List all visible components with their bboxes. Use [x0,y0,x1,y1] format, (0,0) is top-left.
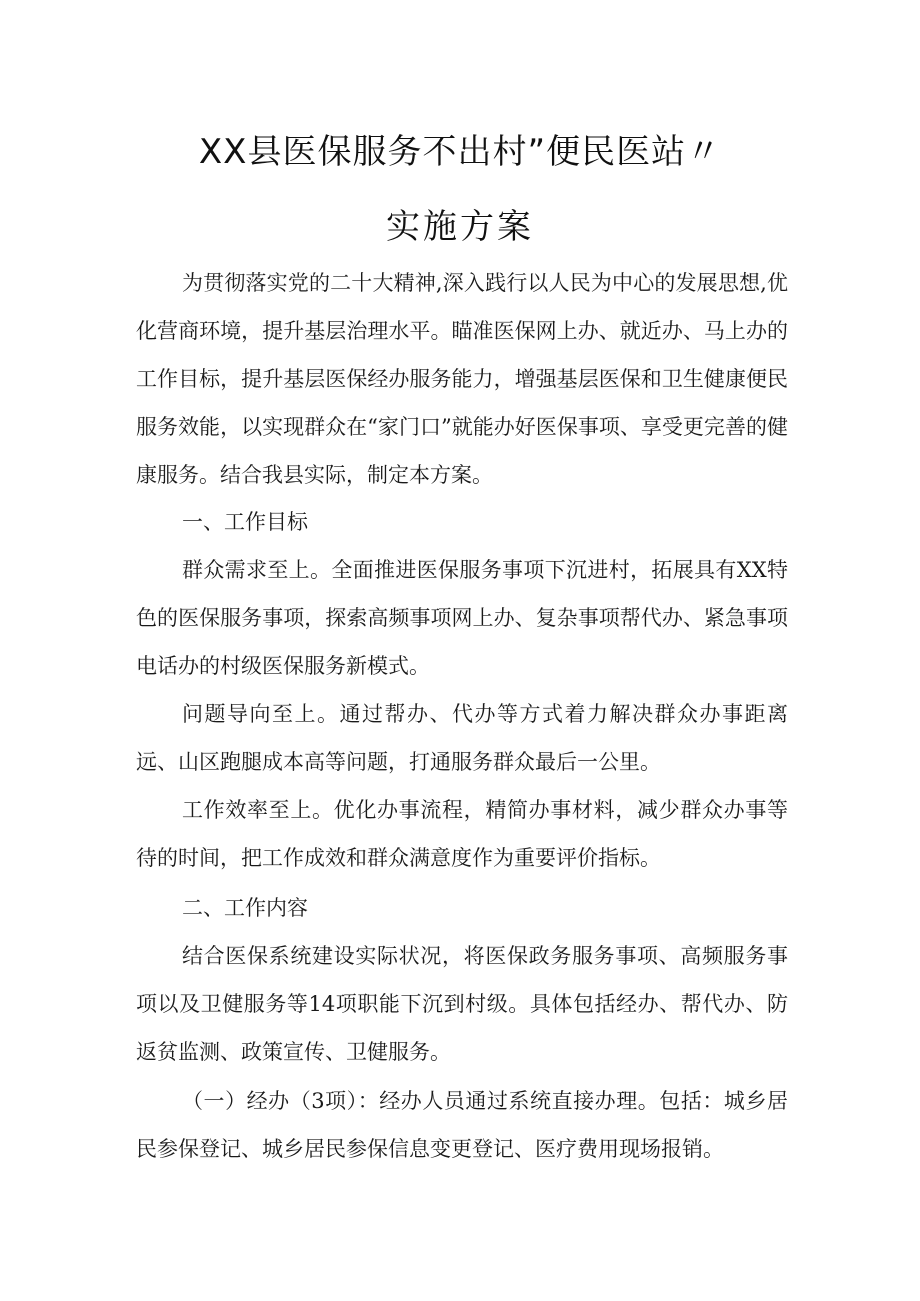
content-paragraph: 结合医保系统建设实际状况，将医保政务服务事项、高频服务事项以及卫健服务等14项职能下沉到村级。具体包括经办、帮代办、防返贫监测、政策宣传、卫健服务。 [136,944,788,1064]
goal-paragraph-problem: 问题导向至上。通过帮办、代办等方式着力解决群众办事距离远、山区跑腿成本高等问题，打通服务群众最后一公里。 [136,702,788,774]
goal-paragraph-demand: 群众需求至上。全面推进医保服务事项下沉进村，拓展具有XX特色的医保服务事项，探索高频事项网上办、复杂事项帮代办、紧急事项电话办的村级医保服务新模式。 [136,558,788,678]
document-subtitle: 实施方案 [386,207,534,247]
section-heading-goals: 一、工作目标 [182,510,308,534]
section-heading-content: 二、工作内容 [182,896,308,920]
document-title: XX县医保服务不出村”便民医站〃 [198,132,722,172]
intro-paragraph: 为贯彻落实党的二十大精神,深入践行以人民为中心的发展思想,优化营商环境，提升基层治理水平。瞄准医保网上办、就近办、马上办的工作目标，提升基层医保经办服务能力，增强基层医保和卫生健康便民服务效能，以实现群众在“家门口”就能办好医保事项、享受更完善的健康服务。结合我县实际，制定本方案。 [136,271,788,487]
subsection-paragraph-handling: （一）经办（3项）：经办人员通过系统直接办理。包括：城乡居民参保登记、城乡居民参保信息变更登记、医疗费用现场报销。 [136,1089,788,1161]
goal-paragraph-efficiency: 工作效率至上。优化办事流程，精简办事材料，减少群众办事等待的时间，把工作成效和群众满意度作为重要评价指标。 [136,798,788,870]
